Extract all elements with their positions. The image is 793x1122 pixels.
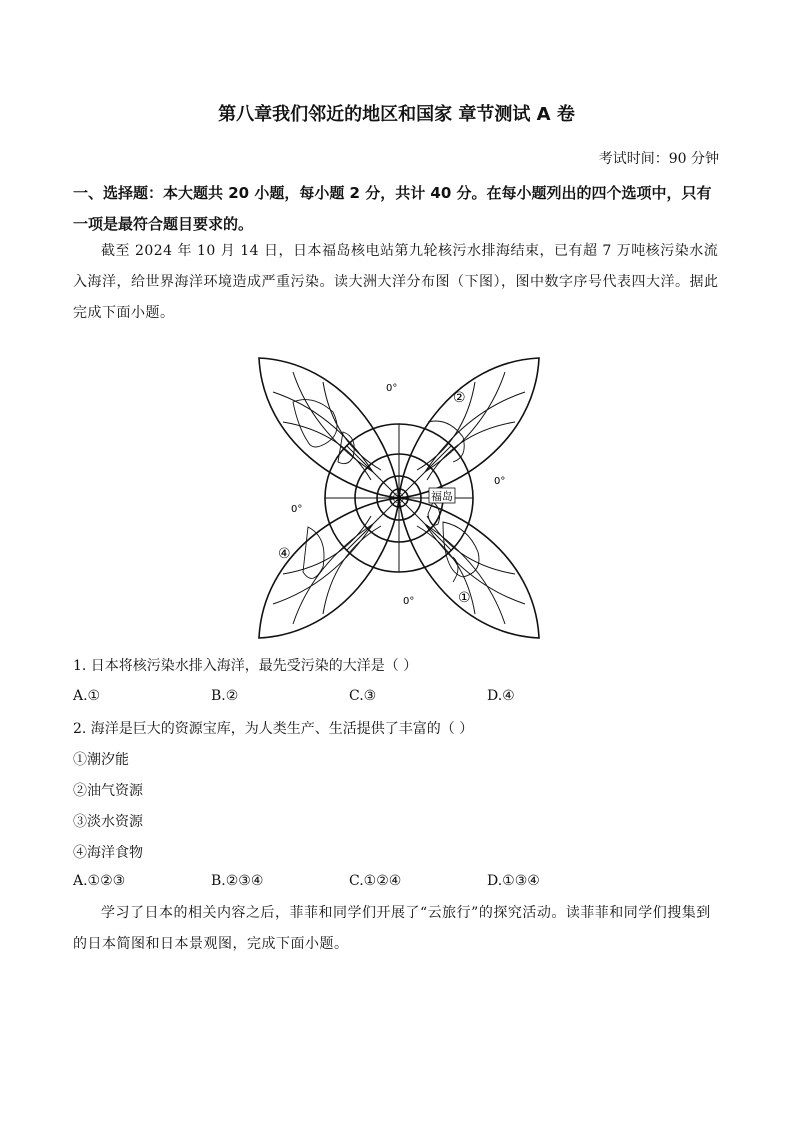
page-title: 第八章我们邻近的地区和国家 章节测试 A 卷 xyxy=(218,104,575,125)
q1-option-a[interactable]: A.① xyxy=(73,688,101,704)
q1-option-c[interactable]: C.③ xyxy=(349,688,377,704)
ocean-2-label: ② xyxy=(453,390,466,406)
q2-item-2: ②油气资源 xyxy=(73,783,143,799)
section-heading: 一、选择题：本大题共 20 小题，每小题 2 分，共计 40 分。在每小题列出的四个选项中，只有一项是最符合题目要求的。 xyxy=(73,184,712,233)
ocean-4-label: ④ xyxy=(278,546,291,562)
intro-paragraph-2: 学习了日本的相关内容之后，菲菲和同学们开展了“云旅行”的探究活动。读菲菲和同学们搜集到的日本简图和日本景观图，完成下面小题。 xyxy=(73,905,711,952)
zero-label-top: 0° xyxy=(386,383,398,394)
q2-option-d[interactable]: D.①③④ xyxy=(487,873,540,889)
q2-option-c[interactable]: C.①②④ xyxy=(349,873,402,889)
ocean-3-label: ③ xyxy=(392,491,405,507)
zero-label-bottom: 0° xyxy=(403,596,415,607)
ocean-map-svg xyxy=(253,352,545,644)
fukushima-label: 福岛 xyxy=(431,490,453,503)
q1-option-b[interactable]: B.② xyxy=(211,688,239,704)
exam-time: 考试时间：90 分钟 xyxy=(598,151,719,167)
zero-label-right: 0° xyxy=(494,476,506,487)
ocean-1-label: ① xyxy=(458,590,471,606)
zero-label-left: 0° xyxy=(291,504,303,515)
q2-item-1: ①潮汐能 xyxy=(73,752,129,768)
intro-paragraph: 截至 2024 年 10 月 14 日，日本福岛核电站第九轮核污水排海结束，已有超 7 万吨核污染水流入海洋，给世界海洋环境造成严重污染。读大洲大洋分布图（下图），图中数字序号代表四大洋。据此完成下面小题。 xyxy=(73,243,719,321)
q2-item-4: ④海洋食物 xyxy=(73,845,143,861)
q2-option-a[interactable]: A.①②③ xyxy=(73,873,126,889)
ocean-map xyxy=(253,352,545,644)
q1-option-d[interactable]: D.④ xyxy=(487,688,515,704)
q2-option-b[interactable]: B.②③④ xyxy=(211,873,264,889)
question-1-stem: 1. 日本将核污染水排入海洋，最先受污染的大洋是（ ） xyxy=(73,658,418,674)
q2-item-3: ③淡水资源 xyxy=(73,814,143,830)
question-2-stem: 2. 海洋是巨大的资源宝库，为人类生产、生活提供了丰富的（ ） xyxy=(73,721,474,737)
